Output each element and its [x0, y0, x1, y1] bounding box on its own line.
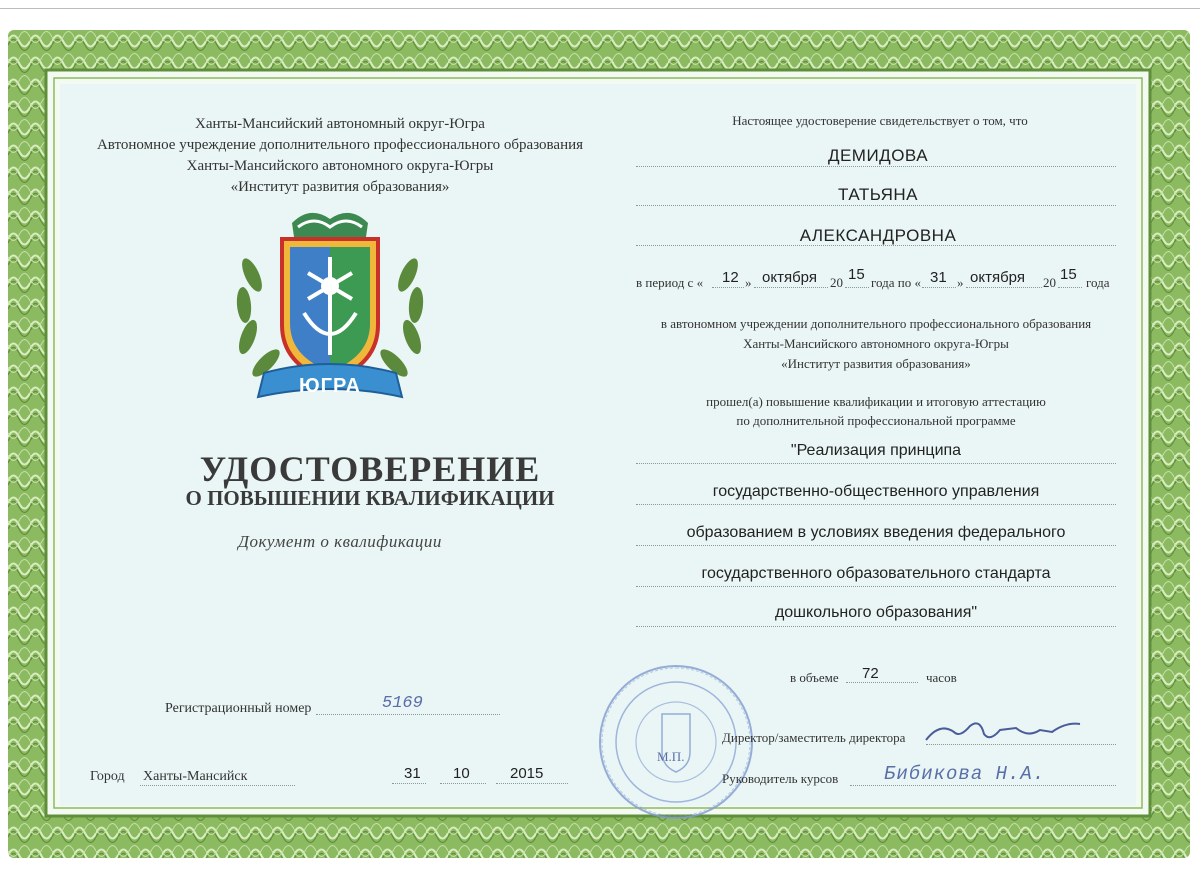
first-name-line: [636, 205, 1116, 206]
period-month-to: октября: [970, 269, 1025, 286]
institution-line: Ханты-Мансийского автономного округа-Югры: [743, 336, 1009, 351]
passed-line: прошел(а) повышение квалификации и итоговую аттестацию: [706, 394, 1046, 409]
city-label: Город: [90, 769, 125, 784]
date-month-line: [440, 783, 486, 784]
header-line: Ханты-Мансийский автономный округ-Югра: [195, 116, 485, 132]
date-day-line: [392, 783, 426, 784]
city-value: Ханты-Мансийск: [143, 769, 248, 784]
period-to-label: года по «: [871, 275, 921, 290]
intro-text: Настоящее удостоверение свидетельствует о том, что: [732, 113, 1028, 128]
program-underline: [636, 463, 1116, 464]
surname: ДЕМИДОВА: [827, 146, 929, 165]
passed-line: по дополнительной профессиональной программе: [736, 413, 1016, 428]
certificate-title: УДОСТОВЕРЕНИЕ: [199, 449, 541, 489]
program-line: государственно-общественного управления: [712, 483, 1040, 500]
passed-block: [636, 392, 1116, 430]
period-day-from: 12: [722, 269, 739, 286]
director-label: Директор/заместитель директора: [722, 730, 906, 745]
institution-line: в автономном учреждении дополнительного профессионального образования: [660, 316, 1092, 331]
line: [845, 287, 869, 288]
program-line: дошкольного образования": [774, 604, 978, 621]
period-month-from: октября: [762, 269, 817, 286]
header-line: Ханты-Мансийского автономного округа-Югры: [186, 158, 494, 174]
svg-text:ЮГРА: ЮГРА: [299, 375, 361, 397]
line: [966, 287, 1042, 288]
volume-label: в объеме: [790, 670, 839, 685]
year-prefix: 20: [830, 275, 843, 290]
registration-number: 5169: [382, 694, 423, 713]
head-label: Руководитель курсов: [722, 771, 839, 786]
scan-edge-line: [0, 8, 1200, 9]
first-name: ТАТЬЯНА: [838, 185, 918, 204]
hours-value: 72: [862, 665, 879, 682]
period-day-to: 31: [930, 269, 947, 286]
certificate-subtitle: О ПОВЫШЕНИИ КВАЛИФИКАЦИИ: [185, 486, 555, 510]
program-line: государственного образовательного стандарта: [701, 565, 1051, 582]
line: [922, 287, 956, 288]
program-underline: [636, 504, 1116, 505]
director-signature: [920, 712, 1090, 752]
surname-line: [636, 166, 1116, 167]
program-underline: [636, 626, 1116, 627]
date-year-line: [496, 783, 568, 784]
issuer-header: [60, 114, 620, 198]
line: [1058, 287, 1082, 288]
header-line: «Институт развития образования»: [230, 179, 450, 195]
year-prefix: 20: [1043, 275, 1056, 290]
period-from-label: в период с «: [636, 275, 704, 290]
institution-line: «Институт развития образования»: [781, 356, 971, 371]
institution-block: [636, 314, 1116, 374]
hours-line: [846, 682, 918, 683]
program-underline: [636, 586, 1116, 587]
head-signature: Бибикова Н.А.: [884, 763, 1046, 785]
hours-label: часов: [926, 670, 957, 685]
period-year-to: 15: [1060, 266, 1077, 283]
date-month: 10: [453, 765, 470, 782]
city-line: [140, 785, 295, 786]
patronymic: АЛЕКСАНДРОВНА: [799, 226, 957, 245]
date-day: 31: [404, 765, 421, 782]
program-line: образованием в условиях введения федерального: [686, 524, 1066, 541]
quote-close: »: [745, 275, 752, 290]
line: [754, 287, 828, 288]
quote-close: »: [957, 275, 964, 290]
date-year: 2015: [510, 765, 544, 782]
stamp-mark: М.П.: [657, 749, 685, 764]
program-underline: [636, 545, 1116, 546]
registration-line: [316, 714, 500, 715]
document-type: Документ о квалификации: [238, 532, 442, 551]
registration-label: Регистрационный номер: [165, 701, 312, 716]
period-end-label: года: [1086, 275, 1110, 290]
line: [712, 287, 744, 288]
khmao-coat-of-arms-icon: [230, 205, 430, 415]
header-line: Автономное учреждение дополнительного профессионального образования: [96, 137, 584, 153]
patronymic-line: [636, 245, 1116, 246]
period-year-from: 15: [848, 266, 865, 283]
program-line: "Реализация принципа: [790, 442, 962, 459]
head-signature-line: [850, 785, 1116, 786]
